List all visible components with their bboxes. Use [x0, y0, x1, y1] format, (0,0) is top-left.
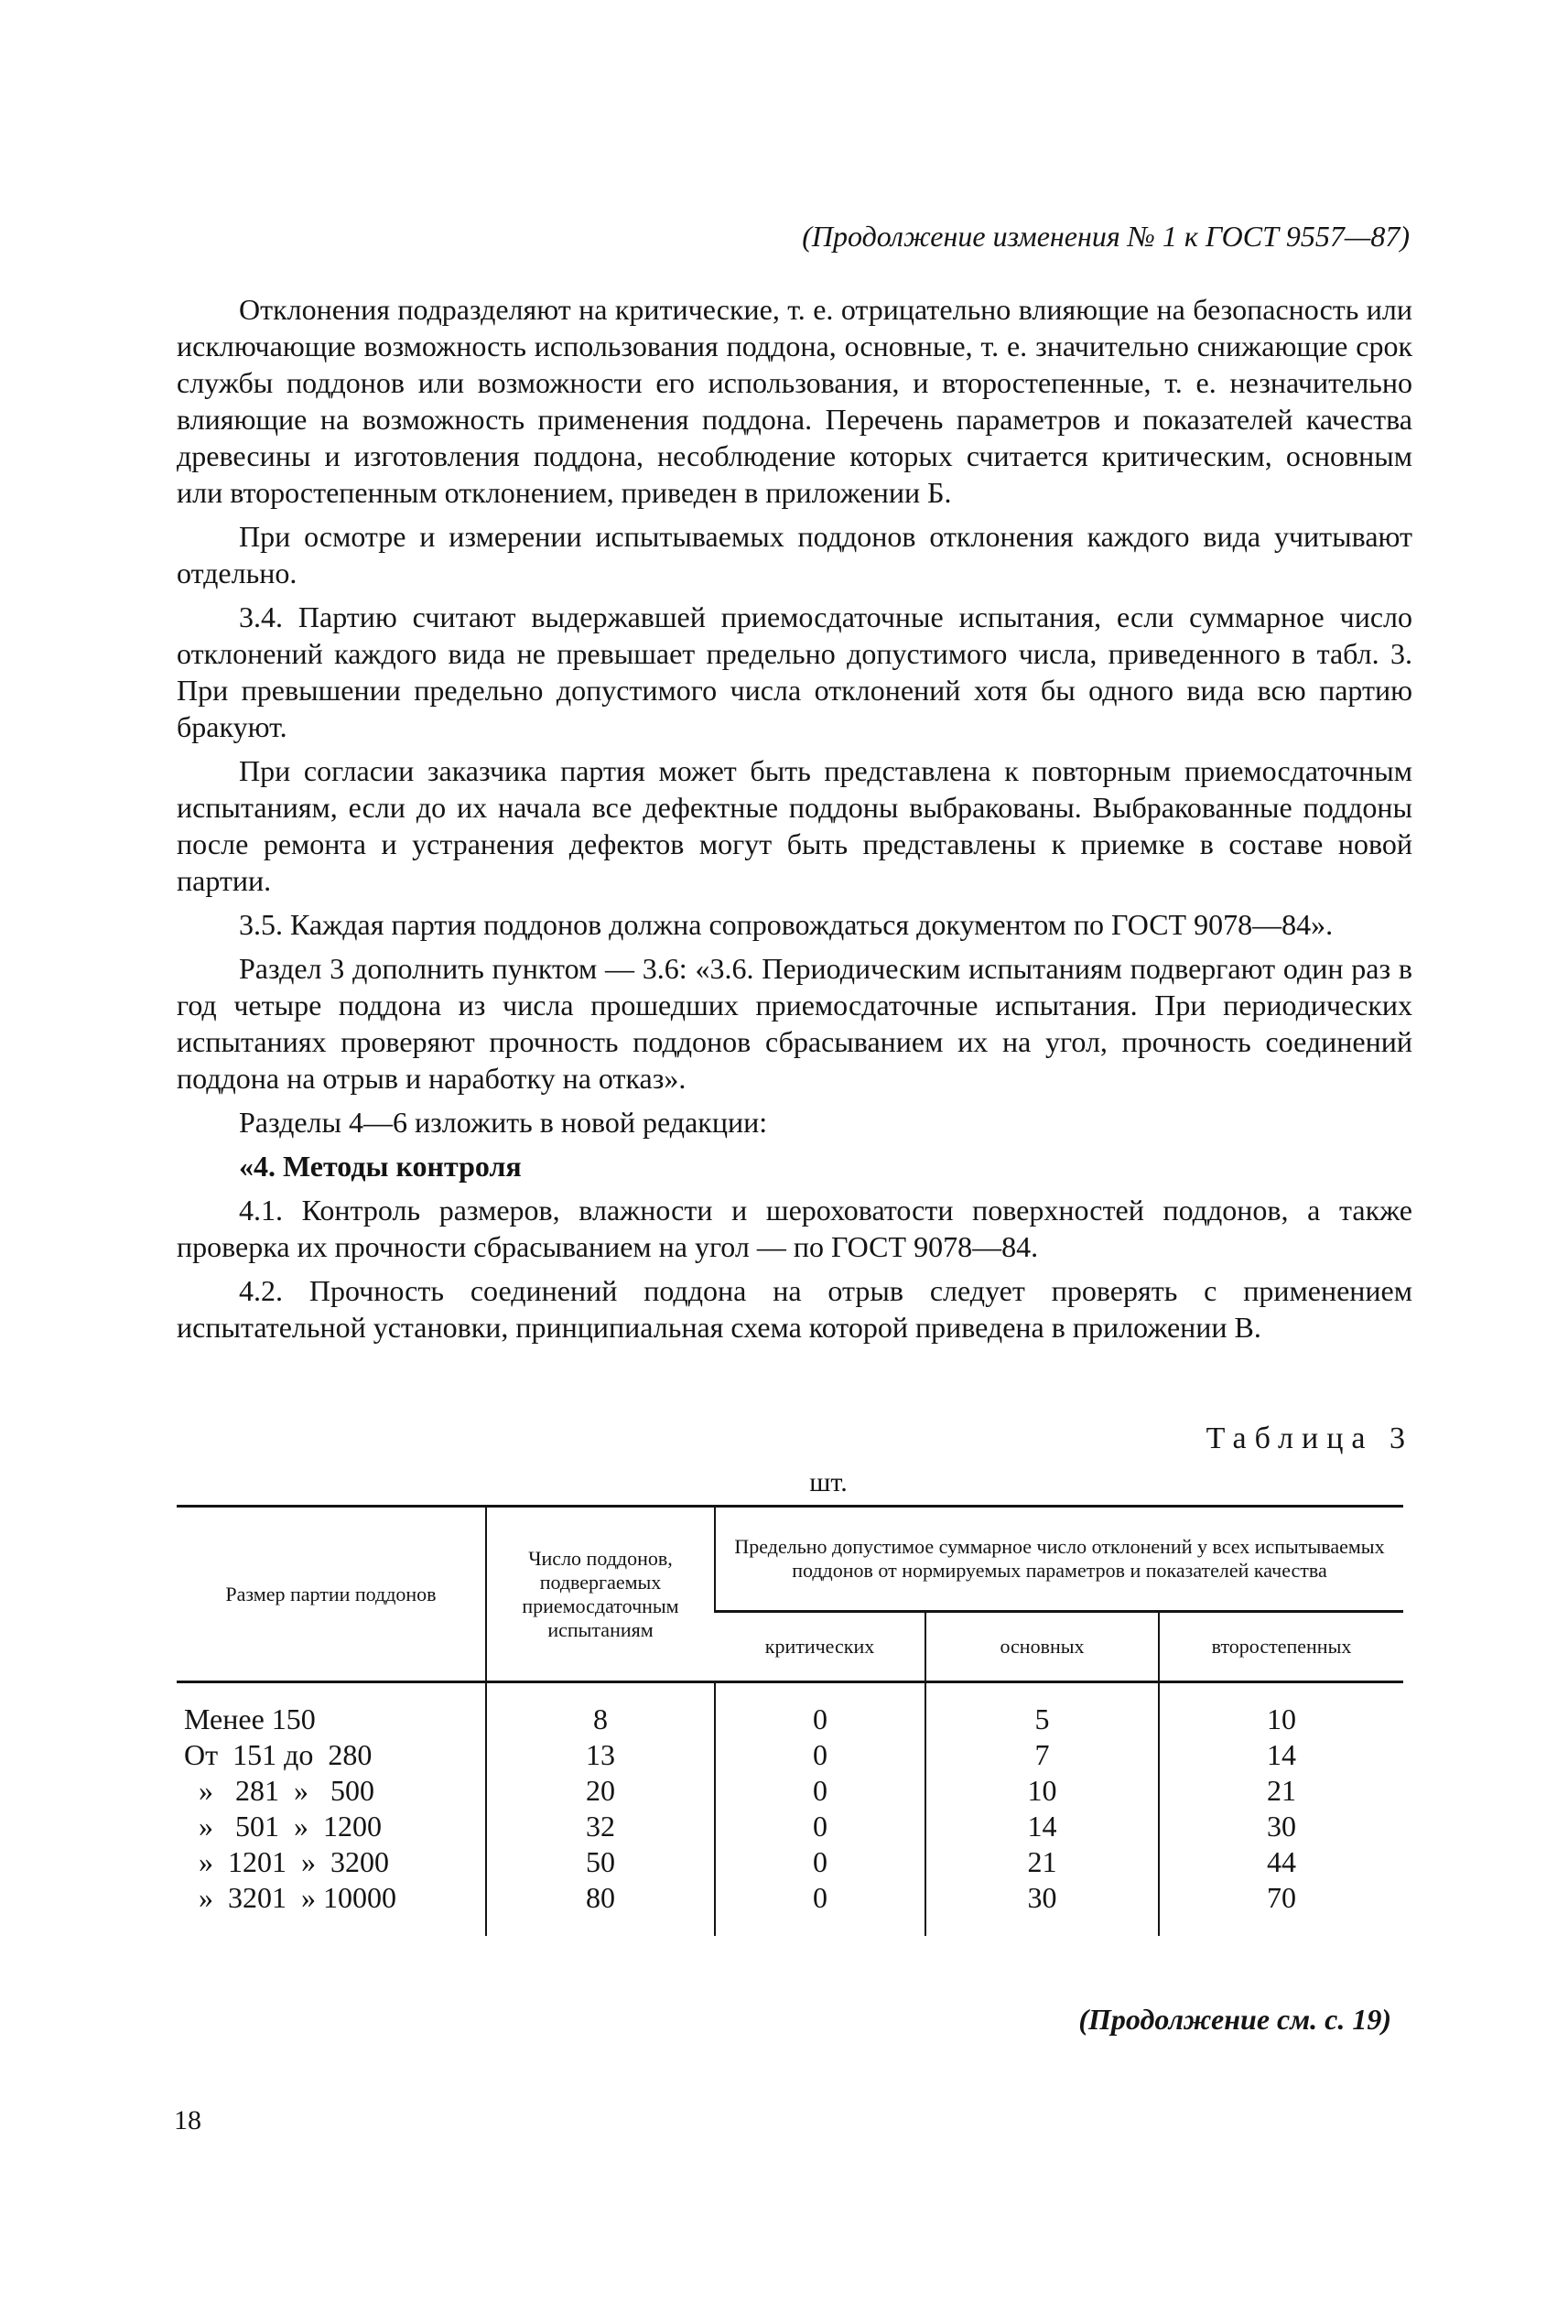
cell-tested: 20 [486, 1773, 715, 1809]
header-max-deviations: Предельно допустимое суммарное число отклонений у всех испытываемых поддонов от нормируемых параметров и показателей качества [715, 1507, 1403, 1612]
cell-minor: 44 [1159, 1844, 1403, 1880]
cell-critical: 0 [715, 1737, 925, 1773]
cell-minor: 30 [1159, 1809, 1403, 1844]
table-row [177, 1737, 1403, 1773]
cell-critical: 0 [715, 1809, 925, 1844]
header-major: основных [925, 1612, 1159, 1682]
table-row [177, 1682, 1403, 1738]
cell-minor: 70 [1159, 1880, 1403, 1936]
header-minor: второстепенных [1159, 1612, 1403, 1682]
paragraph: Разделы 4—6 изложить в новой редакции: [239, 1106, 768, 1139]
paragraph: Отклонения подразделяют на критические, т. е. отрицательно влияющие на безопасность или исключающие возможность использования поддона, основные, т. е. значительно снижающие срок службы поддонов или возможности его использования, и второстепенные, т. е. незначительно влияющие на возможность применения поддона. Перечень параметров и показателей качества древесины и изготовления поддона, несоблюдение которых считается критическим, основным или второстепенным отклонением, приведен в приложении Б. [177, 293, 1412, 509]
paragraph: Раздел 3 дополнить пунктом — 3.6: «3.6. Периодическим испытаниям подвергают один раз в год четыре поддона из числа прошедших приемосдаточные испытания. При периодических испытаниях проверяют прочность поддонов сбрасыванием их на угол, прочность соединений поддона на отрыв и наработку на отказ». [177, 952, 1412, 1095]
cell-critical: 0 [715, 1682, 925, 1738]
table-row [177, 1809, 1403, 1844]
cell-lot-size: » 1201 » 3200 [184, 1845, 389, 1878]
table-unit: шт. [809, 1467, 848, 1497]
cell-lot-size: Менее 150 [184, 1702, 316, 1735]
paragraph: 4.2. Прочность соединений поддона на отрыв следует проверять с применением испытательной установки, принципиальная схема которой приведена в приложении В. [177, 1274, 1412, 1344]
cell-minor: 10 [1159, 1682, 1403, 1738]
cell-tested: 80 [486, 1880, 715, 1936]
table-3 [177, 1505, 1403, 1936]
header-tested-count: Число поддонов, подвергаемых приемосдаточным испытаниям [486, 1507, 715, 1682]
cell-major: 10 [925, 1773, 1159, 1809]
paragraph: 3.4. Партию считают выдержавшей приемосдаточные испытания, если суммарное число отклонений каждого вида не превышает предельно допустимого числа, приведенного в табл. 3. При превышении предельно допустимого числа отклонений хотя бы одного вида всю партию бракуют. [177, 600, 1412, 743]
cell-tested: 32 [486, 1809, 715, 1844]
cell-lot-size: » 3201 » 10000 [184, 1881, 396, 1914]
running-header: (Продолжение изменения № 1 к ГОСТ 9557—87) [802, 220, 1410, 253]
paragraph: При осмотре и измерении испытываемых поддонов отклонения каждого вида учитывают отдельно. [177, 520, 1412, 589]
cell-critical: 0 [715, 1880, 925, 1936]
cell-tested: 13 [486, 1737, 715, 1773]
cell-major: 7 [925, 1737, 1159, 1773]
cell-critical: 0 [715, 1773, 925, 1809]
cell-lot-size: » 281 » 500 [184, 1774, 374, 1807]
cell-minor: 14 [1159, 1737, 1403, 1773]
header-lot-size: Размер партии поддонов [177, 1507, 486, 1682]
body-text [177, 291, 1412, 1353]
cell-tested: 8 [486, 1682, 715, 1738]
table-row [177, 1844, 1403, 1880]
page-number: 18 [174, 2105, 201, 2135]
continuation-note: (Продолжение см. с. 19) [1078, 2003, 1391, 2036]
table-row [177, 1773, 1403, 1809]
cell-major: 30 [925, 1880, 1159, 1936]
paragraph: При согласии заказчика партия может быть представлена к повторным приемосдаточным испытаниям, если до их начала все дефектные поддоны выбракованы. Выбракованные поддоны после ремонта и устранения дефектов могут быть представлены к приемке в составе новой партии. [177, 754, 1412, 897]
section-heading: «4. Методы контроля [239, 1150, 522, 1183]
cell-lot-size: От 151 до 280 [184, 1738, 373, 1771]
cell-lot-size: » 501 » 1200 [184, 1810, 382, 1843]
table-row [177, 1880, 1403, 1936]
table-title: Таблица 3 [1206, 1421, 1413, 1455]
paragraph: 3.5. Каждая партия поддонов должна сопровождаться документом по ГОСТ 9078—84». [239, 908, 1334, 941]
header-critical: критических [715, 1612, 925, 1682]
cell-major: 14 [925, 1809, 1159, 1844]
cell-major: 21 [925, 1844, 1159, 1880]
paragraph: 4.1. Контроль размеров, влажности и шероховатости поверхностей поддонов, а также проверка их прочности сбрасыванием на угол — по ГОСТ 9078—84. [177, 1194, 1412, 1263]
cell-critical: 0 [715, 1844, 925, 1880]
cell-major: 5 [925, 1682, 1159, 1738]
cell-minor: 21 [1159, 1773, 1403, 1809]
cell-tested: 50 [486, 1844, 715, 1880]
